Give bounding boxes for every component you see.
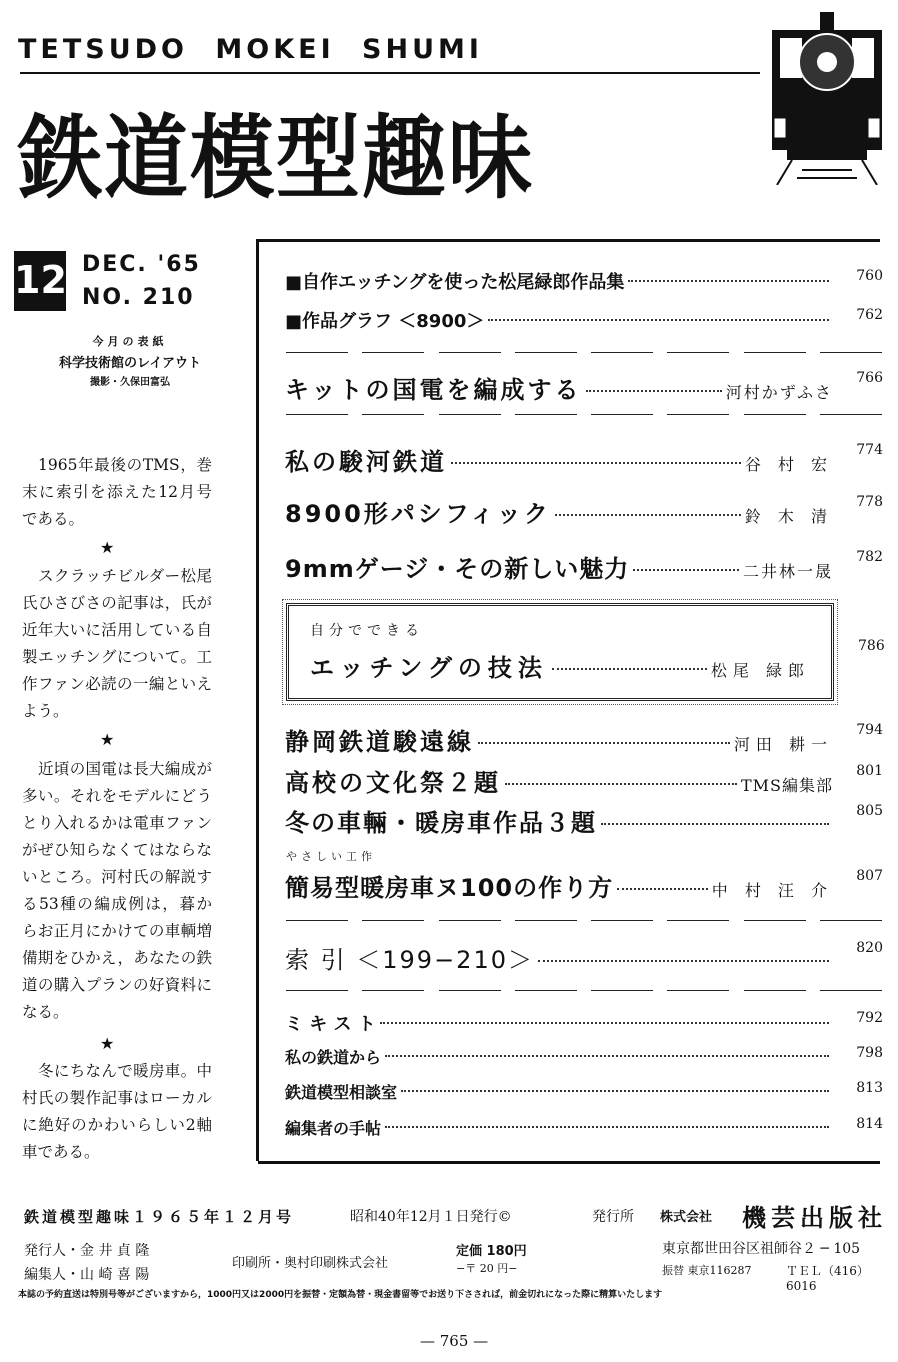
toc-author: TMS編集部 [740, 776, 833, 795]
toc-title: 編集者の手帖 [285, 1119, 382, 1138]
star-separator: ★ [100, 538, 115, 557]
cover-note-label: 今月の表紙 [92, 335, 168, 348]
toc-page: 766 [856, 370, 883, 386]
header-rule [20, 72, 760, 74]
toc-page: 792 [856, 1010, 883, 1026]
toc-author: 河田 耕一 [733, 735, 833, 754]
divider-lines [286, 414, 882, 415]
toc-author: 鈴 木 清 [744, 507, 833, 526]
toc-page: 813 [856, 1080, 883, 1096]
toc-entry[interactable] [285, 1116, 883, 1139]
imprint: 鉄道模型趣味１９６５年１２月号 [24, 1208, 295, 1226]
toc-title: 高校の文化祭２題 [285, 769, 501, 797]
toc-entry[interactable] [285, 268, 883, 294]
issue-no: NO. 210 [82, 285, 195, 310]
romaji-title: TETSUDO MOKEI SHUMI [18, 34, 483, 65]
price: 定価 180円 [456, 1244, 527, 1259]
toc-title: 鉄道模型相談室 [285, 1083, 398, 1102]
toc-frame-bottom [258, 1161, 880, 1164]
locomotive-logo-icon [772, 10, 882, 185]
subscription-notice: 本誌の予約直送は特別号等がございますから，1000円又は2000円を振替・定額為替・現金書留等でお送り下さされば，前金切れになった際に精算いたします [18, 1290, 663, 1300]
issue-date-line: 昭和40年12月１日発行© [350, 1209, 512, 1225]
telephone: ＴＥＬ（416）6016 [786, 1264, 869, 1293]
feature-kicker: 自分でできる [310, 623, 424, 639]
sidebar-paragraph: 冬にちなんで暖房車。中村氏の製作記事はローカルに絶好のかわいらしい2軸車である。 [22, 1062, 212, 1161]
toc-author: 松尾 緑郎 [710, 661, 810, 680]
cover-note-credit: 撮影・久保田富弘 [90, 377, 170, 388]
toc-entry[interactable] [285, 549, 883, 584]
address: 東京都世田谷区祖師谷２ ─ 105 [662, 1241, 861, 1257]
toc-entry[interactable] [285, 307, 883, 333]
toc-page: 760 [856, 268, 883, 284]
toc-title: ■作品グラフ ＜8900＞ [285, 311, 485, 332]
toc-page: 786 [858, 638, 885, 654]
toc-entry[interactable] [285, 803, 883, 838]
divider-lines [286, 920, 882, 921]
page-number: — 765 — [420, 1332, 489, 1350]
toc-title: 私の駿河鉄道 [285, 448, 447, 476]
toc-page: 782 [856, 549, 883, 565]
divider-lines [286, 352, 882, 353]
sidebar-paragraph: スクラッチビルダー松尾氏ひさびさの記事は，氏が近年大いに活用している自製エッチングについて。工作ファン必読の一編といえよう。 [22, 567, 212, 720]
entry-kicker: やさしい工作 [286, 850, 376, 863]
toc-title: 私の鉄道から [285, 1048, 382, 1067]
toc-frame-top [258, 239, 880, 242]
toc-entry[interactable] [285, 370, 883, 405]
toc-entry[interactable] [285, 763, 883, 798]
editor: 編集人・山 崎 喜 陽 [24, 1267, 150, 1283]
toc-entry[interactable] [285, 868, 883, 903]
toc-entry[interactable] [285, 940, 883, 975]
toc-entry[interactable] [285, 722, 883, 757]
toc-author: 谷 村 宏 [744, 455, 833, 474]
sidebar-paragraph: 1965年最後のTMS，巻末に索引を添えた12月号である。 [22, 456, 212, 528]
toc-page: 814 [856, 1116, 883, 1132]
toc-page: 794 [856, 722, 883, 738]
publisher-name: 機芸出版社 [742, 1204, 887, 1232]
toc-entry[interactable] [285, 442, 883, 477]
star-separator: ★ [100, 1034, 115, 1053]
toc-title: エッチングの技法 [310, 654, 548, 682]
divider-lines [286, 990, 882, 991]
toc-author: 二井林一晟 [742, 562, 833, 581]
toc-entry[interactable] [285, 1010, 883, 1036]
toc-entry[interactable] [285, 1080, 883, 1103]
toc-entry[interactable] [310, 648, 810, 683]
sidebar-paragraph: 近頃の国電は長大編成が多い。それをモデルにどうとり入れるかは電車ファンがぜひ知らなくてはならないところ。河村氏の解説する53種の編成例は，暮からお正月にかけての車輌増備期をひかえ，あなたの鉄道の購入プランの好資料になる。 [22, 760, 212, 1021]
issue-date: DEC. '65 [82, 252, 201, 277]
toc-entry[interactable] [285, 1045, 883, 1068]
toc-author: 中 村 汪 介 [711, 881, 833, 900]
toc-page: 774 [856, 442, 883, 458]
issuer: 発行人・金 井 貞 隆 [24, 1243, 150, 1259]
toc-author: 河村かずふさ [725, 383, 833, 402]
star-separator: ★ [100, 730, 115, 749]
toc-page: 778 [856, 494, 883, 510]
toc-frame-left [256, 239, 259, 1161]
toc-title: ミ キ ス ト [285, 1014, 376, 1035]
printer: 印刷所・奥村印刷株式会社 [232, 1256, 389, 1271]
toc-entry[interactable] [285, 494, 883, 529]
issue-number-box: 12 [14, 251, 66, 311]
postage: −〒 20 円− [456, 1262, 518, 1275]
publisher-label: 発行所 [592, 1209, 634, 1225]
toc-title: 9mmゲージ・その新しい魅力 [285, 555, 630, 583]
toc-page: 801 [856, 763, 883, 779]
publisher-type: 株式会社 [660, 1210, 713, 1225]
toc-title: 索 引 ＜199−210＞ [285, 946, 534, 974]
toc-title: 簡易型暖房車ヌ100の作り方 [285, 874, 614, 902]
toc-page: 820 [856, 940, 883, 956]
toc-title: 静岡鉄道駿遠線 [285, 728, 474, 756]
account: 振替 東京116287 [662, 1264, 752, 1277]
toc-page: 805 [856, 803, 883, 819]
toc-page: 762 [856, 307, 883, 323]
toc-page: 798 [856, 1045, 883, 1061]
toc-title: 8900形パシフィック [285, 500, 551, 528]
toc-title: キットの国電を編成する [285, 376, 582, 404]
magazine-title: 鉄道模型趣味 [18, 105, 535, 212]
toc-title: ■自作エッチングを使った松尾緑郎作品集 [285, 272, 625, 293]
toc-page: 807 [856, 868, 883, 884]
cover-note-title: 科学技術館のレイアウト [59, 356, 201, 371]
toc-title: 冬の車輛・暖房車作品３題 [285, 809, 597, 837]
